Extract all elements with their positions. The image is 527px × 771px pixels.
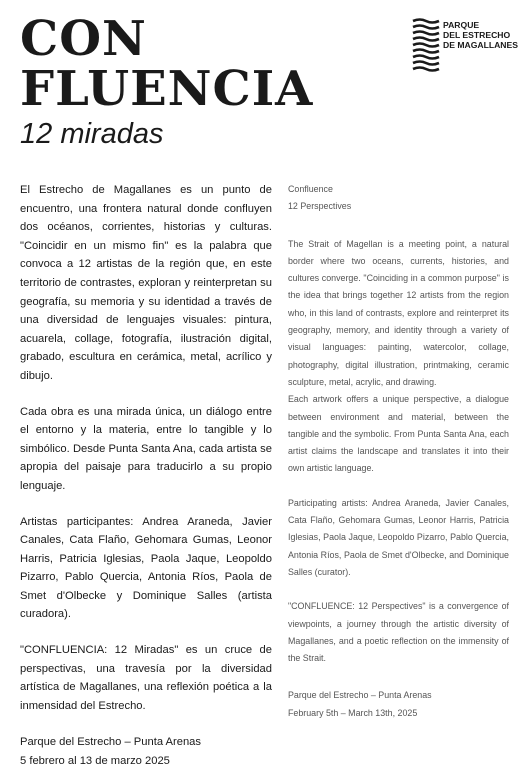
- logo-line-3: DE MAGALLANES: [443, 40, 518, 50]
- english-paragraph-artists: Participating artists: Andrea Araneda, Javier Canales, Cata Flaño, Gehomara Gumas, Leonor Harris, Patricia Iglesias, Paola Jaque, Leopoldo Pizarro, Pablo Quercia, Antonia Ríos, Paola de Smet d'Olbecke, and Dominique Salles (curator).: [288, 497, 509, 577]
- logo-line-2: DEL ESTRECHO: [443, 30, 511, 40]
- english-venue: Parque del Estrecho – Punta Arenas: [288, 690, 432, 701]
- english-title: Confluence: [288, 184, 333, 194]
- exhibition-subtitle: 12 miradas: [20, 118, 164, 150]
- english-heading-block: [288, 181, 509, 216]
- english-paragraph-perspective: Each artwork offers a unique perspective, a dialogue between environment and material, between the tangible and the symbolic. From Punta Santa Ana, each artist claims the landscape and translates it into their own artistic language.: [288, 394, 509, 474]
- spanish-venue-block: [20, 733, 272, 770]
- logo-line-1: PARQUE: [443, 20, 480, 30]
- english-subtitle: 12 Perspectives: [288, 201, 352, 212]
- spanish-paragraph-artists: Artistas participantes: Andrea Araneda, Javier Canales, Cata Flaño, Gehomara Gumas, Leonor Harris, Patricia Iglesias, Paola Jaque, Leopoldo Pizarro, Pablo Quercia, Antonia Ríos, Paola de Smet d'Olbecke y Dominique Salles (artista curadora).: [20, 515, 272, 621]
- english-paragraph-intro: The Strait of Magellan is a meeting point, a natural border where two oceans, currents, histories, and cultures converge. "Coinciding in a common purpose" is the idea that brings together 12 artists from the region who, in this land of contrasts, explore and reinterpret its geography, memory, and identity through a variety of visual languages: painting, watercolor, collage, photography, digital illustration, printmaking, ceramic sculpture, metal, acrylic, and drawing.: [288, 238, 509, 387]
- spanish-column: [20, 181, 272, 771]
- title-line-1: CON: [20, 11, 147, 67]
- logo-wordmark: [443, 20, 518, 50]
- spanish-venue: Parque del Estrecho – Punta Arenas: [20, 736, 201, 749]
- title-line-2: FLUENCIA: [20, 61, 314, 117]
- spanish-paragraph-intro: El Estrecho de Magallanes es un punto de encuentro, una frontera natural donde confluyen dos océanos, corrientes, historias y culturas. "Coincidir en un mismo fin" es la palabra que convoca a 12 artistas de la región que, en este territorio de contrastes, exploran y reinterpretan su geografía, su memoria y su identidad a través de una diversidad de lenguajes visuales: pintura, acuarela, collage, fotografía, ilustración digital, grabado, escultura en cerámica, metal, acrílico y dibujo.: [20, 184, 272, 382]
- exhibition-title: [20, 11, 314, 117]
- english-paragraph-summary: "CONFLUENCE: 12 Perspectives" is a convergence of viewpoints, a journey through the artistic diversity of Magallanes, and a poetic reflection on the immensity of the Strait.: [288, 601, 509, 664]
- spanish-paragraph-summary: "CONFLUENCIA: 12 Miradas" es un cruce de perspectivas, una travesía por la diversidad artística de Magallanes, una reflexión poética a la inmensidad del Estrecho.: [20, 644, 272, 712]
- english-column: [288, 181, 509, 722]
- wave-stripes-icon: [412, 17, 440, 72]
- spanish-dates: 5 febrero al 13 de marzo 2025: [20, 755, 170, 768]
- english-dates: February 5th – March 13th, 2025: [288, 707, 418, 718]
- spanish-paragraph-perspective: Cada obra es una mirada única, un diálogo entre el entorno y la materia, entre lo tangible y lo simbólico. Desde Punta Santa Ana, cada artista se apropia del paisaje para traducirlo a su propio lenguaje.: [20, 405, 272, 492]
- english-venue-block: [288, 687, 509, 722]
- park-logo: [412, 17, 518, 72]
